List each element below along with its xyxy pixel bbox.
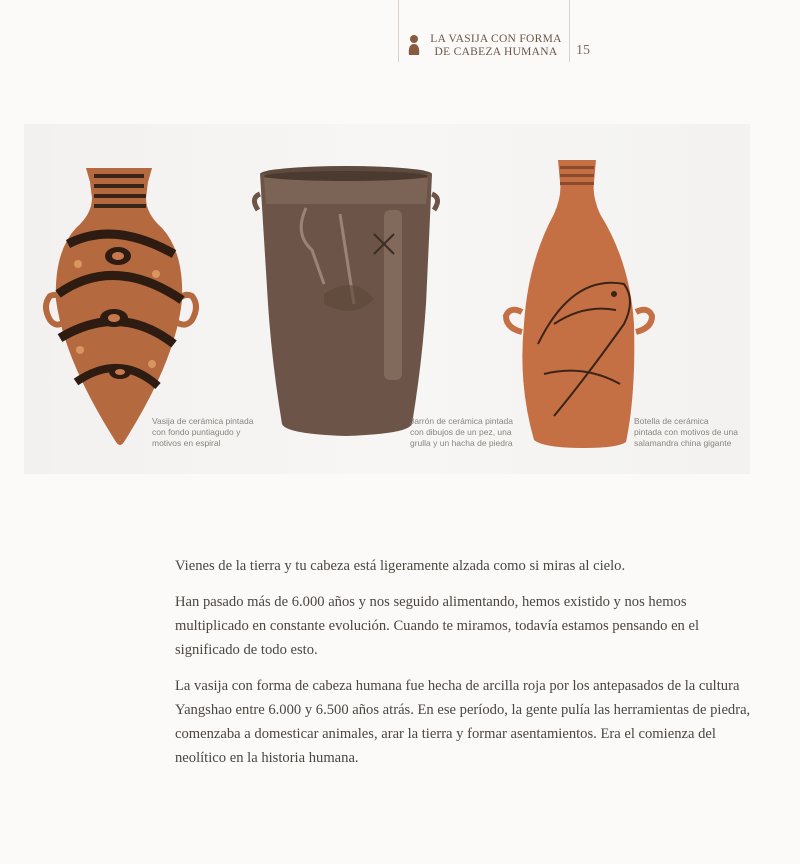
- body-text: [175, 554, 755, 782]
- page-number: 15: [576, 43, 590, 58]
- salamander-bottle-image: [506, 160, 652, 448]
- figure-vessel-icon: [406, 34, 422, 56]
- paragraph: Vienes de la tierra y tu cabeza está ligeramente alzada como si miras al cielo.: [175, 558, 626, 574]
- running-header: [398, 0, 570, 62]
- paragraph: Han pasado más de 6.000 años y nos seguido alimentando, hemos existido y nos hemos multiplicado en constante evolución. Cuando te miramos, todavía estamos pensando en el significado de todo esto.: [175, 594, 700, 658]
- caption-fish-jar: Jarrón de cerámica pintada con dibujos de un pez, una grulla y un hacha de piedra: [410, 416, 514, 448]
- fish-crane-axe-jar-image: [254, 166, 437, 436]
- caption-spiral-jar: Vasija de cerámica pintada con fondo puntiagudo y motivos en espiral: [152, 416, 254, 448]
- header-title-line2: DE CABEZA HUMANA: [434, 46, 558, 58]
- caption-salamander-bottle: Botella de cerámica pintada con motivos de una salamandra china gigante: [634, 416, 738, 448]
- header-title: [425, 33, 567, 59]
- spiral-jar-image: [46, 168, 196, 445]
- paragraph: La vasija con forma de cabeza humana fue hecha de arcilla roja por los antepasados de la cultura Yangshao entre 6.000 y 6.500 años atrás. En ese período, la gente pulía las herramientas de piedra, comenzaba a domesticar animales, arar la tierra y formar asentamientos. Era el comienza del neolítico en la historia humana.: [175, 678, 751, 766]
- header-title-line1: LA VASIJA CON FORMA: [430, 33, 562, 45]
- pottery-photo: [24, 124, 750, 474]
